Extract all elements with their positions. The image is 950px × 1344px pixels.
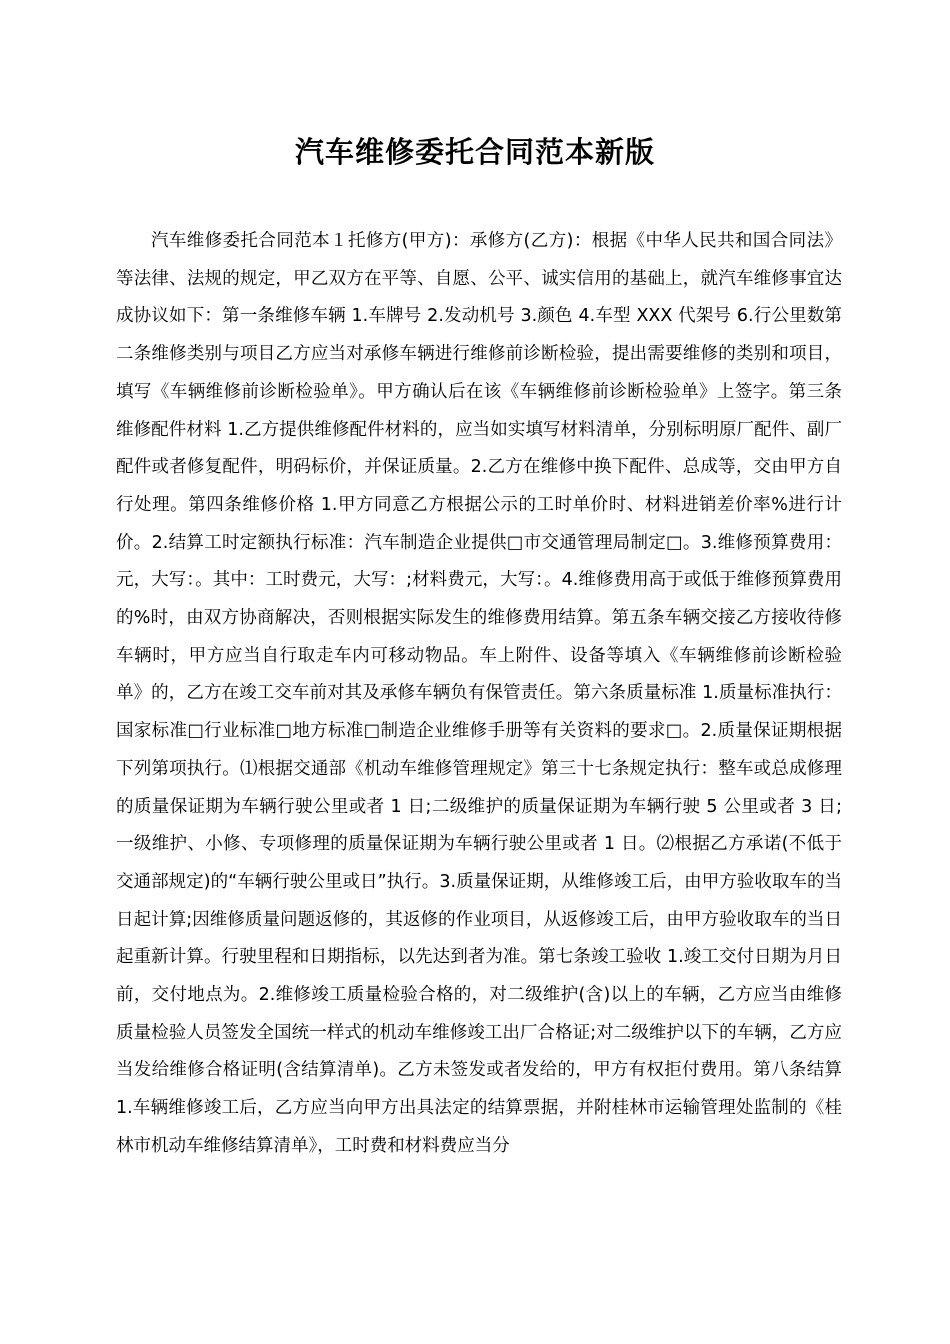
document-title: 汽车维修委托合同范本新版	[294, 135, 655, 169]
document-body-paragraph: 汽车维修委托合同范本１托修方(甲方)：承修方(乙方)：根据《中华人民共和国合同法》等法律、法规的规定，甲乙双方在平等、自愿、公平、诚实信用的基础上，就汽车维修事宜达成协议如下：第一条维修车辆 1.车牌号 2.发动机号 3.颜色 4.车型 XXX 代架号 6.行公里数第二条维修类别与项目乙方应当对承修车辆进行维修前诊断检验，提出需要维修的类别和项目，填写《车辆维修前诊断检验单》。甲方确认后在该《车辆维修前诊断检验单》上签字。第三条维修配件材料 1.乙方提供维修配件材料的，应当如实填写材料清单，分别标明原厂配件、副厂配件或者修复配件，明码标价，并保证质量。2.乙方在维修中换下配件、总成等，交由甲方自行处理。第四条维修价格 1.甲方同意乙方根据公示的工时单价时、材料进销差价率%进行计价。2.结算工时定额执行标准：汽车制造企业提供□市交通管理局制定□。3.维修预算费用：元，大写：。其中：工时费元，大写：;材料费元，大写：。4.维修费用高于或低于维修预算费用的%时，由双方协商解决，否则根据实际发生的维修费用结算。第五条车辆交接乙方接收待修车辆时，甲方应当自行取走车内可移动物品。车上附件、设备等填入《车辆维修前诊断检验单》的，乙方在竣工交车前对其及承修车辆负有保管责任。第六条质量标准 1.质量标准执行：国家标准□行业标准□地方标准□制造企业维修手册等有关资料的要求□。2.质量保证期根据下列第项执行。⑴根据交通部《机动车维修管理规定》第三十七条规定执行：整车或总成修理的质量保证期为车辆行驶公里或者 1 日;二级维护的质量保证期为车辆行驶 5 公里或者 3 日;一级维护、小修、专项修理的质量保证期为车辆行驶公里或者 1 日。⑵根据乙方承诺(不低于交通部规定)的“车辆行驶公里或日”执行。3.质量保证期，从维修竣工后，由甲方验收取车的当日起计算;因维修质量问题返修的，其返修的作业项目，从返修竣工后，由甲方验收取车的当日起重新计算。行驶里程和日期指标，以先达到者为准。第七条竣工验收 1.竣工交付日期为月日前，交付地点为。2.维修竣工质量检验合格的，对二级维护(含)以上的车辆，乙方应当由维修质量检验人员签发全国统一样式的机动车维修竣工出厂合格证;对二级维护以下的车辆，乙方应当发给维修合格证明(含结算清单)。乙方未签发或者发给的，甲方有权拒付费用。第八条结算 1.车辆维修竣工后，乙方应当向甲方出具法定的结算票据，并附桂林市运输管理处监制的《桂林市机动车维修结算清单》，工时费和材料费应当分	[116, 231, 842, 1156]
